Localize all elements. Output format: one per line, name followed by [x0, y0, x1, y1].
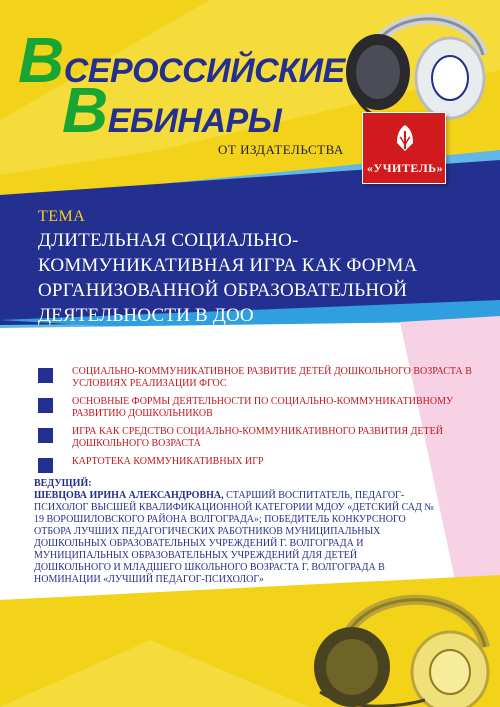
- headset-icon: [300, 572, 500, 707]
- list-item-text: КАРТОТЕКА КОММУНИКАТИВНЫХ ИГР: [72, 456, 264, 467]
- brand-line2-capital: В: [62, 74, 108, 146]
- list-item: [38, 366, 478, 396]
- publisher-logo-text: «УЧИТЕЛЬ»: [366, 161, 444, 175]
- topic-title: ДЛИТЕЛЬНАЯ СОЦИАЛЬНО-КОММУНИКАТИВНАЯ ИГРА КАК ФОРМА ОРГАНИЗОВАННОЙ ОБРАЗОВАТЕЛЬНОЙ ДЕЯТЕЛЬНОСТИ В ДОО: [38, 230, 418, 326]
- list-item-text: ИГРА КАК СРЕДСТВО СОЦИАЛЬНО-КОММУНИКАТИВНОГО РАЗВИТИЯ ДЕТЕЙ ДОШКОЛЬНОГО ВОЗРАСТА: [72, 426, 443, 449]
- topic-points-list: [38, 366, 478, 476]
- square-bullet-icon: [38, 398, 53, 413]
- brand-line2-text: ЕБИНАРЫ: [107, 102, 282, 140]
- publisher-logo: [362, 112, 446, 184]
- topic-label: ТЕМА: [38, 208, 86, 225]
- list-item: [38, 396, 478, 426]
- presenter-bio: СТАРШИЙ ВОСПИТАТЕЛЬ, ПЕДАГОГ-ПСИХОЛОГ ВЫСШЕЙ КВАЛИФИКАЦИОННОЙ КАТЕГОРИИ МДОУ «ДЕТСКИЙ САД № 19 ВОРОШИЛОВСКОГО РАЙОНА ВОЛГОГРАДА»; ПОБЕДИТЕЛЬ КОНКУРСНОГО ОТБОРА ЛУЧШИХ ПЕДАГОГИЧЕСКИХ РАБОТНИКОВ МУНИЦИПАЛЬНЫХ ДОШКОЛЬНЫХ ОБРАЗОВАТЕЛЬНЫХ УЧРЕЖДЕНИЙ Г. ВОЛГОГРАДА И МУНИЦИПАЛЬНЫХ ОБРАЗОВАТЕЛЬНЫХ УЧРЕЖДЕНИЙ ДЛЯ ДЕТЕЙ ДОШКОЛЬНОГО И МЛАДШЕГО ШКОЛЬНОГО ВОЗРАСТА Г. ВОЛГОГРАДА В НОМИНАЦИИ «ЛУЧШИЙ ПЕДАГОГ-ПСИХОЛОГ»: [34, 490, 434, 585]
- list-item-text: ОСНОВНЫЕ ФОРМЫ ДЕЯТЕЛЬНОСТИ ПО СОЦИАЛЬНО-КОММУНИКАТИВНОМУ РАЗВИТИЮ ДОШКОЛЬНИКОВ: [72, 396, 454, 419]
- headset-icon: [338, 0, 500, 130]
- square-bullet-icon: [38, 428, 53, 443]
- presenter-name: ШЕВЦОВА ИРИНА АЛЕКСАНДРОВНА,: [34, 490, 224, 501]
- list-item: [38, 426, 478, 456]
- presenter-info: [34, 478, 434, 586]
- square-bullet-icon: [38, 368, 53, 383]
- brand-title-line2: [62, 74, 282, 146]
- publisher-caption: ОТ ИЗДАТЕЛЬСТВА: [218, 142, 344, 157]
- list-item-text: СОЦИАЛЬНО-КОММУНИКАТИВНОЕ РАЗВИТИЕ ДЕТЕЙ ДОШКОЛЬНОГО ВОЗРАСТА В УСЛОВИЯХ РЕАЛИЗАЦИИ ФГОС: [72, 366, 472, 389]
- brand-line1-capital: В: [18, 24, 64, 96]
- square-bullet-icon: [38, 458, 53, 473]
- presenter-label: ВЕДУЩИЙ:: [34, 478, 92, 489]
- list-item: [38, 456, 478, 476]
- book-emblem-icon: [393, 121, 417, 155]
- brand-line1-text: СЕРОССИЙСКИЕ: [63, 52, 345, 90]
